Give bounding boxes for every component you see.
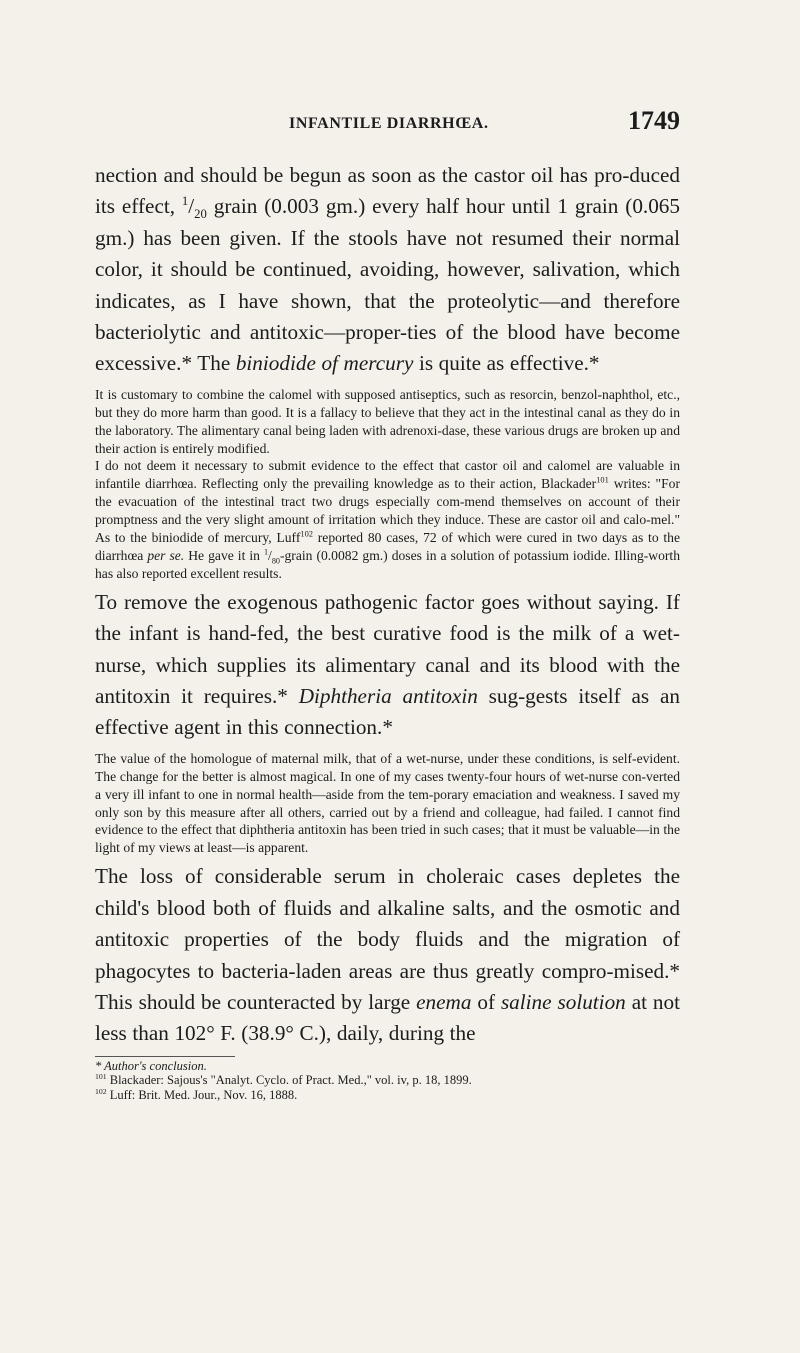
- fraction-one-twentieth: $^1/_{20}$: [181, 194, 207, 222]
- biniodide-term: biniodide of mercury: [235, 351, 414, 376]
- small-paragraph-3: The value of the homologue of maternal milk, that of a wet-nurse, under these conditions, is self-evident. The change for the better is almost magical. In one of my cases twenty-four hours of wet-nurse con-verted a very ill infant to one in normal health—aside from the tem-porary emaciation and weakness. I saved my only son by this measure after all others, carried out by a friend and colleague, had failed. I cannot find evidence to the effect that diphtheria antitoxin has been tried in such cases; that it must be valuable—in the light of my views at least—is apparent.: [95, 750, 680, 856]
- paragraph-1-text-a: nection and should be begun as soon as the castor oil has pro-duced its effect,: [95, 163, 680, 219]
- diphtheria-antitoxin-term: Diphtheria antitoxin: [298, 684, 478, 709]
- footnotes: [95, 1056, 472, 1103]
- page-header: [95, 106, 680, 146]
- paragraph-2: To remove the exogenous pathogenic factor goes without saying. If the infant is hand-fed, the best curative food is the milk of a wet-nurse, which supplies its alimentary canal and its blood with the antitoxin it requires.* Diphtheria antitoxin sug-gests itself as an effective agent in this connection.*: [95, 589, 680, 740]
- paragraph-1-text-c: is quite as effective.*: [413, 351, 600, 376]
- footnote-author: * Author's conclusion.: [95, 1058, 207, 1073]
- saline-solution-term: saline solution: [500, 989, 626, 1014]
- paragraph-3: The loss of considerable serum in choleraic cases depletes the child's blood both of fluids and alkaline salts, and the osmotic and antitoxic properties of the body fluids and the migration of phagocytes to bacteria-laden areas are thus greatly compro-mised.* This should be counteracted by large enema of saline solution at not less than 102° F. (38.9° C.), daily, during the: [95, 864, 680, 1046]
- paragraph-1-text-b: grain (0.003 gm.) every half hour until 1 grain (0.065 gm.) has been given. If the stools have not resumed their normal color, it should be continued, avoiding, however, salivation, which indicates, as I have shown, that the proteolytic—and therefore bacteriolytic and antitoxic—proper-ties of the blood have become excessive.* The: [95, 194, 680, 376]
- footnote-102: $^{102}$ Luff: Brit. Med. Jour., Nov. 16, 1888.: [95, 1086, 298, 1102]
- reference-101: 101: [596, 474, 609, 485]
- fraction-one-eightieth: $^1/_{80}$: [263, 547, 280, 566]
- paragraph-1: [95, 160, 680, 380]
- page-body: [95, 160, 680, 1102]
- running-head: INFANTILE DIARRHŒA.: [289, 115, 489, 132]
- small-paragraph-2: I do not deem it necessary to submit evidence to the effect that castor oil and calomel are valuable in infantile diarrhœa. Reflecting only the prevailing knowledge as to their action, Blackader$^{101}$ writes: "For the evacuation of the intestinal tract two drugs especially com-mend themselves on account of their promptness and the very slight amount of irritation which they induce. These are castor oil and calo-mel." As to the biniodide of mercury, Luff$^{102}$ reported 80 cases, 72 of which were cured in two days as to the diarrhœa per se. He gave it in $^1/_{80}$-grain (0.0082 gm.) doses in a solution of potassium iodide. Illing-worth has also reported excellent results.: [95, 458, 681, 581]
- small-paragraph-1: It is customary to combine the calomel with supposed antiseptics, such as resorcin, benzol-naphthol, etc., but they do more harm than good. It is a fallacy to believe that they act in the intestinal canal as they do in the laboratory. The alimentary canal being laden with adrenoxi-dase, these various drugs are broken up and their action is entirely modified.: [95, 386, 680, 456]
- footnote-101: $^{101}$ Blackader: Sajous's "Analyt. Cyclo. of Pract. Med.," vol. iv, p. 18, 1899.: [95, 1072, 472, 1088]
- reference-102: 102: [300, 528, 313, 539]
- enema-term: enema: [416, 989, 472, 1014]
- per-se-term: per se.: [147, 548, 185, 563]
- page-number: 1749: [628, 106, 680, 135]
